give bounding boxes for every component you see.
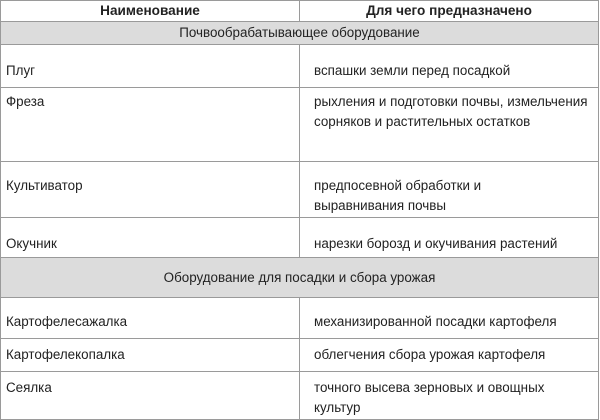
item-purpose-text: точного высева зерновых и овощных культур xyxy=(314,380,545,415)
group-row xyxy=(1,22,599,45)
item-name-text: Плуг xyxy=(6,63,36,78)
group-title: Оборудование для посадки и сбора урожая xyxy=(1,258,599,298)
table-row xyxy=(1,218,599,258)
item-purpose-text: вспашки земли перед посадкой xyxy=(314,63,511,78)
header-row xyxy=(1,1,599,22)
item-purpose xyxy=(300,88,599,162)
item-purpose xyxy=(300,162,599,218)
item-name xyxy=(1,162,300,218)
item-purpose-text: облегчения сбора урожая картофеля xyxy=(314,347,546,362)
table-row xyxy=(1,339,599,372)
item-purpose xyxy=(300,218,599,258)
item-name-text: Фреза xyxy=(6,94,45,109)
item-name xyxy=(1,339,300,372)
item-purpose xyxy=(300,298,599,339)
item-name-text: Окучник xyxy=(6,236,57,251)
item-purpose-text: предпосевной обработки и выравнивания почвы xyxy=(314,178,482,213)
item-name-text: Картофелекопалка xyxy=(6,347,125,362)
item-name xyxy=(1,88,300,162)
item-name xyxy=(1,298,300,339)
item-name-text: Культиватор xyxy=(6,178,83,193)
table-row xyxy=(1,372,599,420)
item-purpose-text: рыхления и подготовки почвы, измельчения сорняков и растительных остатков xyxy=(314,94,588,129)
item-purpose xyxy=(300,339,599,372)
table-row xyxy=(1,88,599,162)
group-title: Почвообрабатывающее оборудование xyxy=(1,22,599,45)
item-purpose-text: механизированной посадки картофеля xyxy=(314,314,557,329)
item-purpose-text: нарезки борозд и окучивания растений xyxy=(314,236,558,251)
table-row xyxy=(1,45,599,88)
header-name: Наименование xyxy=(1,1,300,22)
header-purpose: Для чего предназначено xyxy=(300,1,599,22)
group-row xyxy=(1,258,599,298)
table-row xyxy=(1,162,599,218)
item-name-text: Сеялка xyxy=(6,380,52,395)
item-name xyxy=(1,45,300,88)
item-name xyxy=(1,372,300,420)
table-row xyxy=(1,298,599,339)
item-purpose xyxy=(300,45,599,88)
item-name xyxy=(1,218,300,258)
item-purpose xyxy=(300,372,599,420)
item-name-text: Картофелесажалка xyxy=(6,314,128,329)
